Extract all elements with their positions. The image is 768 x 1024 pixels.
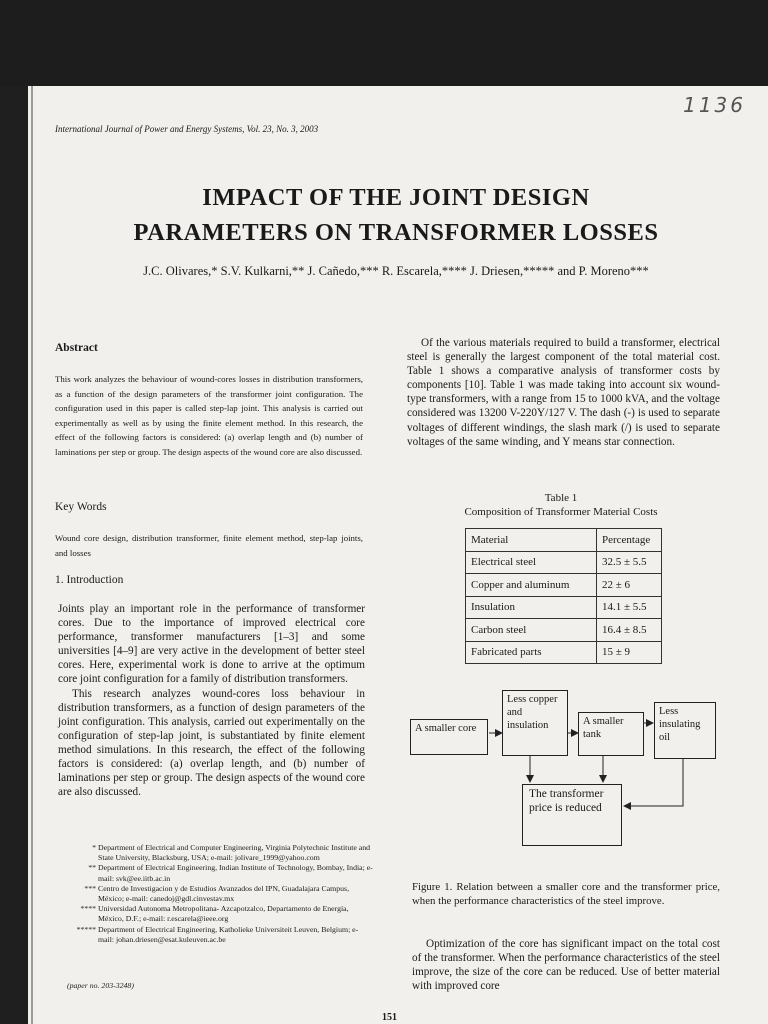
journal-header: International Journal of Power and Energy Systems, Vol. 23, No. 3, 2003 [55,124,319,134]
table-row: Copper and aluminum 22 ± 6 [466,574,662,597]
keywords-heading: Key Words [55,501,107,513]
title-line-1: IMPACT OF THE JOINT DESIGN [202,184,590,211]
paper-title [40,180,752,250]
table-row: Insulation 14.1 ± 5.5 [466,596,662,619]
footnote: *** Centro de Investigacion y de Estudios Avanzados del IPN, Guadalajara Campus, México; e-mail: canedoj@gdl.cinvestav.mx [84,883,350,904]
right-paragraph-2: Optimization of the core has significant impact on the total cost of the transformer. When the performance characteristics of the steel improve, the size of the core can be reduced. Use of better material with improved core [412,938,720,993]
table-row: Carbon steel 16.4 ± 8.5 [466,619,662,642]
figure-caption: Figure 1. Relation between a smaller core and the transformer price, when the performance characteristics of the steel improve. [412,881,720,907]
keywords-text: Wound core design, distribution transformer, finite element method, step-lap joints, and losses [55,533,363,558]
title-line-2: PARAMETERS ON TRANSFORMER LOSSES [133,219,659,246]
page-edge-line [31,86,33,1024]
abstract-heading: Abstract [55,342,98,354]
footnote: **** Universidad Autonoma Metropolitana- Azcapotzalco, Departamento de Energía, México, D.F.; e-mail: r.escarela@ieee.org [80,904,349,924]
scanner-dark-band [0,0,768,86]
intro-paragraph-1: Joints play an important role in the performance of transformer cores. Due to the importance of improved electrical core performance, transformer manufacturers [1–3] and some universities [4–9] are very active in the development of better steel cores. Here, experimental work is done to arrive at the optimum core joint configuration for a family of distribution transformers. [58,603,365,686]
material-cost-table [465,528,662,664]
table-header-row: Material Percentage [466,529,662,552]
box-less-copper: Less copper and insulation [502,690,568,756]
table-caption: Composition of Transformer Material Costs [464,506,658,518]
box-price-reduced: The transformer price is reduced [522,784,622,846]
right-paragraph-1: Of the various materials required to build a transformer, electrical steel is generally the largest component of the total material cost. Table 1 shows a comparative analysis of transformer costs by components [10]. Table 1 was made taking into account six wound-type transformers, with a range from 15 to 1000 kVA, and the voltage considered was 13200 V-220Y/127 V. The dash (-) is used to separate voltages of different windings, the slash mark (/) is used to separate voltages of the same winding, and Y means star connection. [407,337,720,448]
table-row: Electrical steel 32.5 ± 5.5 [466,551,662,574]
intro-paragraph-2: This research analyzes wound-cores loss behaviour in distribution transformers, as a function of design parameters of the joint configuration. This analysis, carried out experimentally on the configuration of step-lap joint, is substantiated by finite element method simulations. In this research, the effect of the following factors is considered: (a) overlap length, and (b) number of laminations per step or group. The design aspects of the wound core are also discussed. [58,687,365,799]
author-list: J.C. Olivares,* S.V. Kulkarni,** J. Cañedo,*** R. Escarela,**** J. Driesen,***** and P. Moreno*** [143,264,649,278]
paper-number: (paper no. 203-3248) [67,981,134,990]
abstract-text: This work analyzes the behaviour of wound-cores losses in distribution transformers, as a function of the design parameters of the transformer joint configuration. The configuration used in this paper is called step-lap joint. This analysis is carried out experimentally as well as by using the finite element method. In this research, the effect of the following factors is considered: (a) overlap length and (b) number of laminations per step or group. The design aspects of the wound core are also discussed. [55,374,363,457]
footnote: ** Department of Electrical Engineering, Indian Institute of Technology, Bombay, India; e-mail: svk@ee.iitb.ac.in [88,863,373,883]
introduction-heading: 1. Introduction [55,574,124,586]
table-row: Fabricated parts 15 ± 9 [466,641,662,664]
box-smaller-core: A smaller core [410,719,488,755]
handwritten-number: 1136 [683,93,746,117]
page-number: 151 [382,1012,397,1023]
table-label: Table 1 [544,492,578,504]
footnote: * Department of Electrical and Computer Engineering, Virginia Polytechnic Institute and State University, Blacksburg, USA; e-mail: jolivare_1999@yahoo.com [92,843,371,863]
footnotes [68,843,373,945]
introduction-body [58,602,365,799]
box-smaller-tank: A smaller tank [578,712,644,756]
box-less-oil: Less insulating oil [654,702,716,759]
footnote: ***** Department of Electrical Engineering, Katholieke Universiteit Leuven, Belgium; e-mail: johan.driesen@esat.kuleuven.ac.be [76,924,359,944]
